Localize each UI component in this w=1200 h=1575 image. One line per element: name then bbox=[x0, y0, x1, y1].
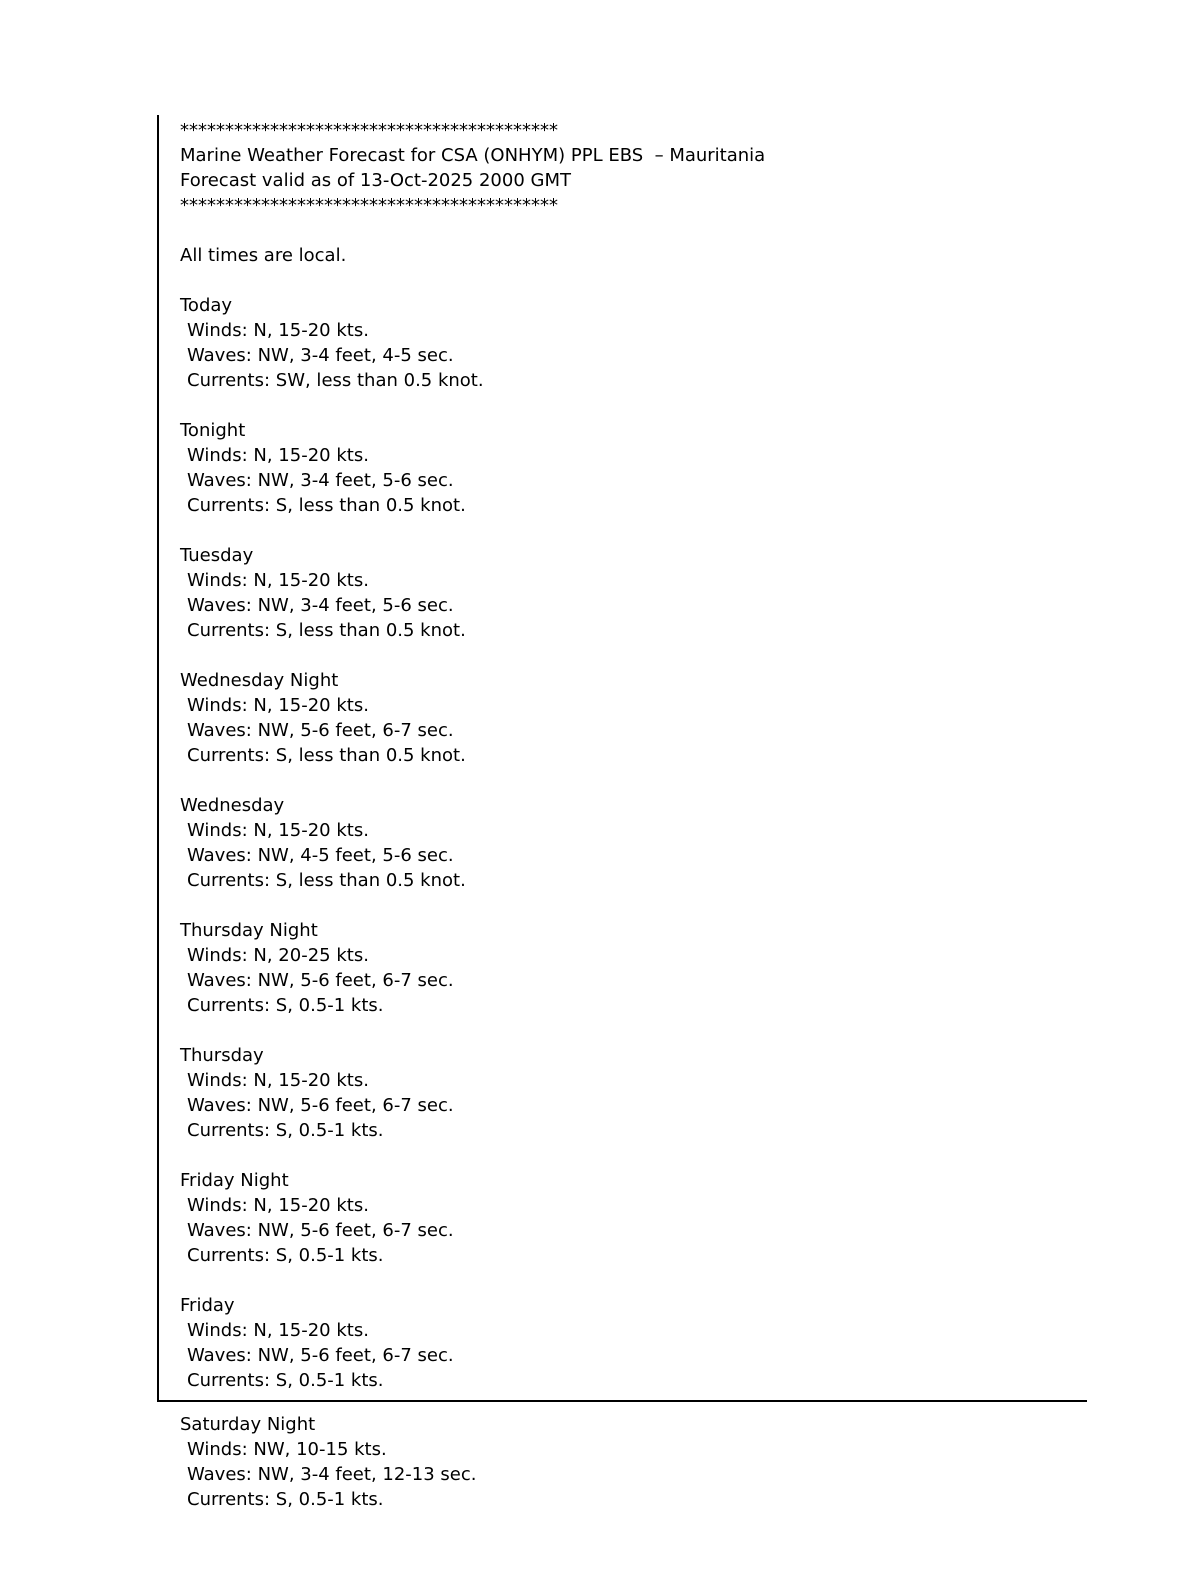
forecast-winds-line: Winds: N, 15-20 kts. bbox=[187, 820, 369, 841]
forecast-waves-line: Waves: NW, 3-4 feet, 5-6 sec. bbox=[187, 470, 454, 491]
forecast-section-friday-night bbox=[180, 1168, 1087, 1268]
forecast-day-heading: Friday bbox=[180, 1295, 235, 1316]
forecast-currents-line: Currents: S, less than 0.5 knot. bbox=[187, 745, 466, 766]
forecast-winds-line: Winds: N, 15-20 kts. bbox=[187, 445, 369, 466]
forecast-currents-line: Currents: SW, less than 0.5 knot. bbox=[187, 370, 484, 391]
forecast-section-today bbox=[180, 293, 1087, 393]
forecast-waves-line: Waves: NW, 5-6 feet, 6-7 sec. bbox=[187, 720, 454, 741]
forecast-section-saturday-night bbox=[157, 1412, 1087, 1512]
forecast-section-wednesday-night bbox=[180, 668, 1087, 768]
forecast-day-heading: Tonight bbox=[180, 420, 246, 441]
document-title: Marine Weather Forecast for CSA (ONHYM) PPL EBS – Mauritania bbox=[180, 145, 766, 166]
forecast-currents-line: Currents: S, 0.5-1 kts. bbox=[187, 1245, 384, 1266]
forecast-winds-line: Winds: N, 15-20 kts. bbox=[187, 1195, 369, 1216]
forecast-waves-line: Waves: NW, 3-4 feet, 12-13 sec. bbox=[187, 1464, 477, 1485]
divider-line-top: ****************************************** bbox=[180, 120, 558, 141]
forecast-waves-line: Waves: NW, 3-4 feet, 4-5 sec. bbox=[187, 345, 454, 366]
forecast-day-heading: Wednesday bbox=[180, 795, 285, 816]
forecast-day-heading: Tuesday bbox=[180, 545, 254, 566]
forecast-section-tuesday bbox=[180, 543, 1087, 643]
forecast-waves-line: Waves: NW, 4-5 feet, 5-6 sec. bbox=[187, 845, 454, 866]
forecast-winds-line: Winds: N, 15-20 kts. bbox=[187, 1070, 369, 1091]
forecast-currents-line: Currents: S, less than 0.5 knot. bbox=[187, 870, 466, 891]
forecast-currents-line: Currents: S, 0.5-1 kts. bbox=[187, 1370, 384, 1391]
forecast-section-friday bbox=[180, 1293, 1087, 1393]
forecast-day-heading: Today bbox=[180, 295, 233, 316]
times-note: All times are local. bbox=[180, 245, 347, 266]
forecast-day-heading: Saturday Night bbox=[180, 1414, 316, 1435]
forecast-currents-line: Currents: S, 0.5-1 kts. bbox=[187, 1120, 384, 1141]
forecast-currents-line: Currents: S, 0.5-1 kts. bbox=[187, 995, 384, 1016]
forecast-section-thursday-night bbox=[180, 918, 1087, 1018]
forecast-text-frame bbox=[157, 115, 1087, 1402]
forecast-winds-line: Winds: NW, 10-15 kts. bbox=[187, 1439, 387, 1460]
forecast-currents-line: Currents: S, less than 0.5 knot. bbox=[187, 495, 466, 516]
forecast-currents-line: Currents: S, less than 0.5 knot. bbox=[187, 620, 466, 641]
forecast-day-heading: Thursday Night bbox=[180, 920, 318, 941]
divider-line-bottom: ****************************************** bbox=[180, 195, 558, 216]
forecast-section-wednesday bbox=[180, 793, 1087, 893]
forecast-section-tonight bbox=[180, 418, 1087, 518]
forecast-waves-line: Waves: NW, 3-4 feet, 5-6 sec. bbox=[187, 595, 454, 616]
forecast-winds-line: Winds: N, 15-20 kts. bbox=[187, 570, 369, 591]
forecast-winds-line: Winds: N, 15-20 kts. bbox=[187, 1320, 369, 1341]
forecast-waves-line: Waves: NW, 5-6 feet, 6-7 sec. bbox=[187, 1345, 454, 1366]
forecast-section-thursday bbox=[180, 1043, 1087, 1143]
forecast-waves-line: Waves: NW, 5-6 feet, 6-7 sec. bbox=[187, 1220, 454, 1241]
forecast-currents-line: Currents: S, 0.5-1 kts. bbox=[187, 1489, 384, 1510]
forecast-day-heading: Thursday bbox=[180, 1045, 264, 1066]
forecast-waves-line: Waves: NW, 5-6 feet, 6-7 sec. bbox=[187, 1095, 454, 1116]
forecast-day-heading: Wednesday Night bbox=[180, 670, 339, 691]
document-column bbox=[157, 115, 1087, 1512]
forecast-waves-line: Waves: NW, 5-6 feet, 6-7 sec. bbox=[187, 970, 454, 991]
forecast-day-heading: Friday Night bbox=[180, 1170, 289, 1191]
forecast-valid-line: Forecast valid as of 13-Oct-2025 2000 GMT bbox=[180, 170, 571, 191]
forecast-winds-line: Winds: N, 15-20 kts. bbox=[187, 320, 369, 341]
forecast-winds-line: Winds: N, 20-25 kts. bbox=[187, 945, 369, 966]
forecast-winds-line: Winds: N, 15-20 kts. bbox=[187, 695, 369, 716]
